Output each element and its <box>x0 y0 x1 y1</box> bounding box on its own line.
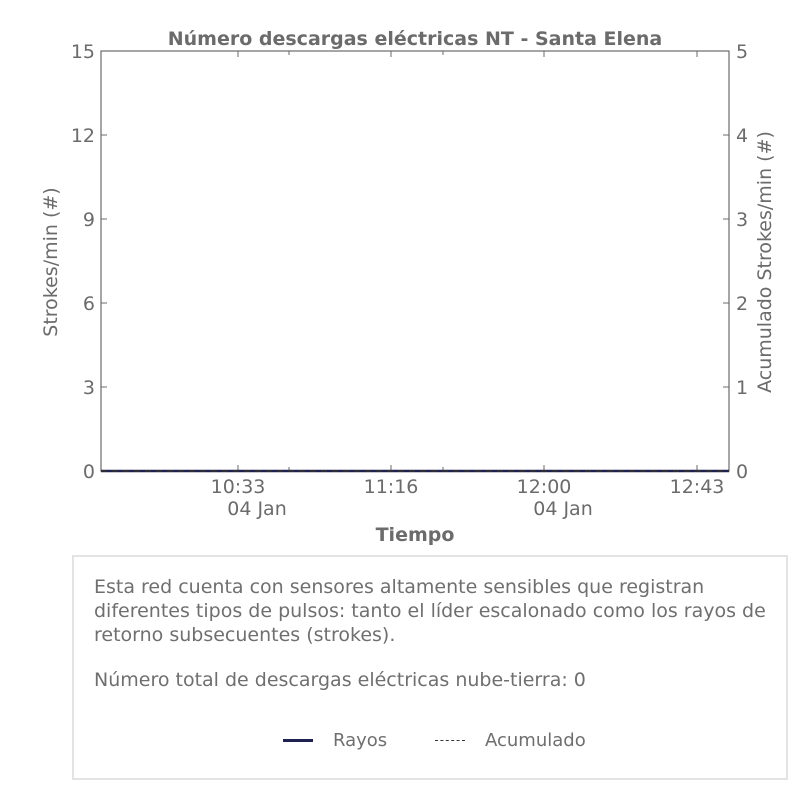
y-axis-label: Strokes/min (#) <box>40 187 62 337</box>
x-tick-label: 10:33 <box>210 476 266 498</box>
y-tick-label: 9 <box>82 209 95 231</box>
chart-title: Número descargas eléctricas NT - Santa Elena <box>167 28 663 50</box>
y2-tick-label: 4 <box>736 125 749 147</box>
legend-item-rayos <box>283 730 387 751</box>
x-tick-label: 12:43 <box>669 476 725 498</box>
y-tick-label: 12 <box>70 125 95 147</box>
y-tick-label: 0 <box>82 461 95 483</box>
plot-area <box>101 51 729 471</box>
y-tick-label: 3 <box>82 377 95 399</box>
legend-label-acumulado: Acumulado <box>485 730 586 751</box>
y2-tick-label: 2 <box>736 293 749 315</box>
legend-label-rayos: Rayos <box>333 730 388 751</box>
y2-tick-label: 5 <box>736 41 749 63</box>
y2-tick-label: 1 <box>736 377 749 399</box>
x-tick-date-label: 04 Jan <box>533 498 593 520</box>
total-strikes-label: Número total de descargas eléctricas nube-tierra: 0 <box>94 669 586 691</box>
x-tick-label: 12:00 <box>516 476 572 498</box>
x-axis-label: Tiempo <box>375 524 455 546</box>
y2-tick-label: 0 <box>736 461 749 483</box>
y2-axis-label: Acumulado Strokes/min (#) <box>754 131 776 393</box>
info-description: Esta red cuenta con sensores altamente sensibles que registran diferentes tipos de pulsos: tanto el líder escalonado como los rayos de retorno subsecuentes (strokes). <box>94 576 766 646</box>
legend-line-solid <box>283 739 313 742</box>
y2-tick-label: 3 <box>736 209 749 231</box>
y-tick-label: 15 <box>70 41 95 63</box>
info-legend-panel <box>72 555 788 780</box>
y-tick-label: 6 <box>82 293 95 315</box>
legend-line-dashed <box>435 740 465 741</box>
x-tick-date-label: 04 Jan <box>227 498 287 520</box>
x-tick-label: 11:16 <box>363 476 419 498</box>
legend-item-acumulado <box>435 730 586 751</box>
